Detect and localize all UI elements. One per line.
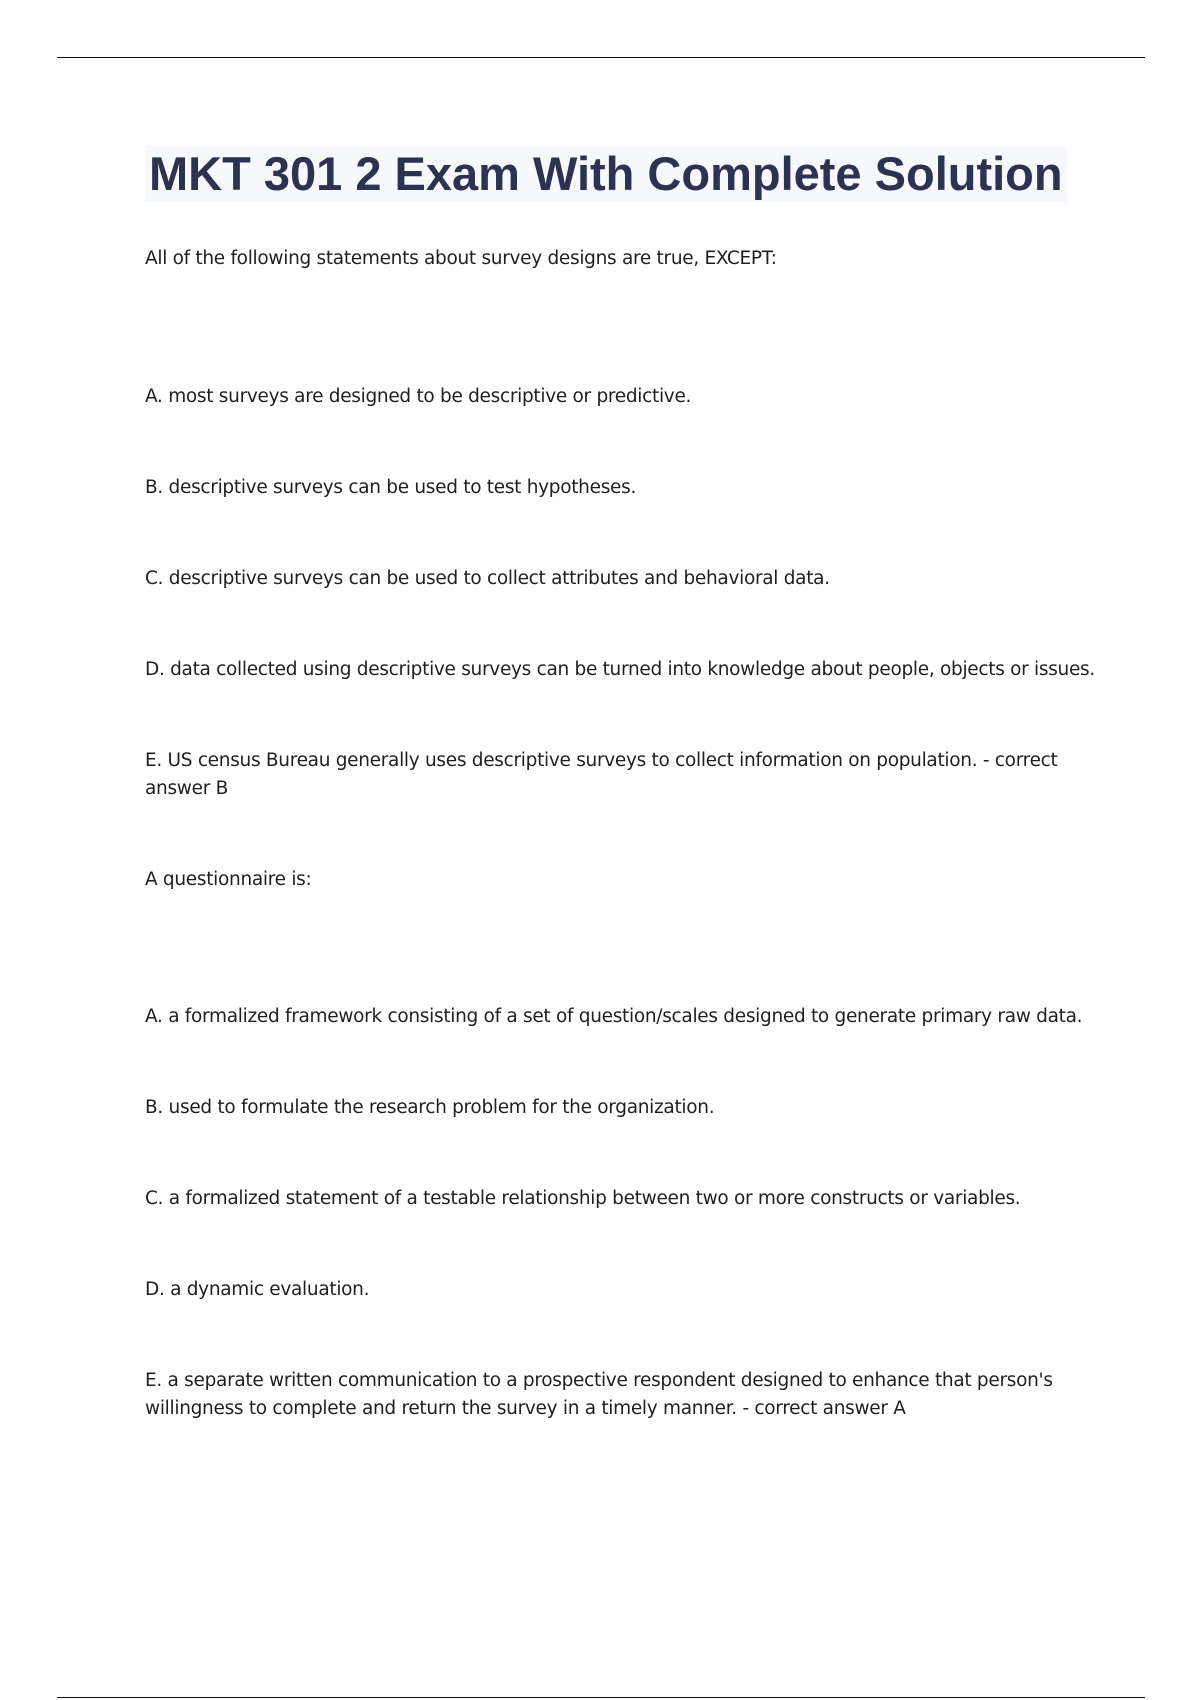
question-2-option-b: B. used to formulate the research problem for the organization. xyxy=(145,1097,715,1118)
question-2-option-c: C. a formalized statement of a testable relationship between two or more constructs or variables. xyxy=(145,1188,1021,1209)
header-rule xyxy=(57,57,1145,58)
question-1-option-c: C. descriptive surveys can be used to collect attributes and behavioral data. xyxy=(145,568,830,589)
question-1-option-b: B. descriptive surveys can be used to test hypotheses. xyxy=(145,477,637,498)
question-1-option-e: E. US census Bureau generally uses descriptive surveys to collect information on population. - correct answer B xyxy=(145,750,1058,799)
question-2-option-d: D. a dynamic evaluation. xyxy=(145,1279,370,1300)
footer-rule xyxy=(57,1697,1145,1698)
question-1-prompt: All of the following statements about survey designs are true, EXCEPT: xyxy=(145,248,777,269)
page-title: MKT 301 2 Exam With Complete Solution xyxy=(149,147,1063,200)
question-1-option-d: D. data collected using descriptive surveys can be turned into knowledge about people, objects or issues. xyxy=(145,659,1095,680)
title-block xyxy=(145,146,1067,202)
question-2-option-e: E. a separate written communication to a prospective respondent designed to enhance that person's willingness to complete and return the survey in a timely manner. - correct answer A xyxy=(145,1370,1053,1419)
question-1-option-a: A. most surveys are designed to be descriptive or predictive. xyxy=(145,386,692,407)
question-2-prompt: A questionnaire is: xyxy=(145,869,312,890)
question-2-option-a: A. a formalized framework consisting of a set of question/scales designed to generate primary raw data. xyxy=(145,1006,1083,1027)
